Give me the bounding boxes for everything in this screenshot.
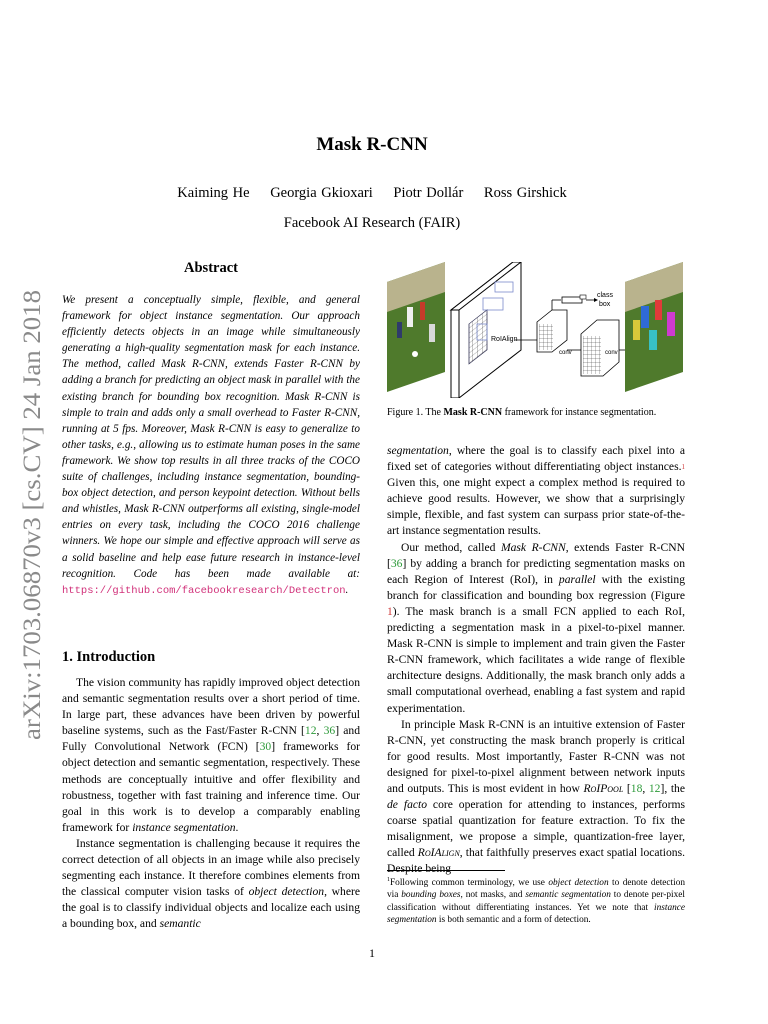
text-run: In principle Mask R-CNN is an intuitive extension of Faster R-CNN, yet constructing the mask branch properly is critical for good results. Most importantly, Faster R-CNN was not designed for pixel-to-pixel alignment between network inputs and outputs. This is most evident in how [387, 717, 685, 795]
text-run: Given this, one might expect a complex method is required to achieve good results. However, we show that a surprisingly simple, flexible, and fast system can surpass prior state-of-the-art instance segmentation results. [387, 476, 685, 538]
page-number: 1 [369, 946, 375, 960]
text-run: , [642, 781, 649, 795]
citation-link[interactable]: 18 [630, 781, 643, 795]
text-run: with the existing branch for classification and bounding box regression (Figure [387, 572, 685, 602]
author-name: Georgia Gkioxari [270, 185, 373, 201]
emphasis: object detection [248, 885, 325, 899]
citation-link[interactable]: 30 [259, 740, 272, 754]
input-image [387, 262, 445, 392]
text-run: , [316, 724, 324, 738]
citation-link[interactable]: 36 [390, 556, 403, 570]
text-run: framework for instance segmentation. [502, 407, 657, 418]
text-run: to denote detection via [387, 878, 685, 901]
text-run: ). The mask branch is a small FCN applied to each RoI, predicting a segmentation mask in a pixel-to-pixel manner. Mask R-CNN is simple to implement and train given the Faster R-CNN framework, which facilitates a wide range of flexible architecture designs. Additionally, the mask branch only adds a small computational overhead, enabling a fast system and rapid experimentation. [387, 604, 685, 715]
section-heading-introduction: 1. Introduction [62, 649, 156, 665]
conv-label: conv [559, 350, 572, 356]
emphasis: instance segmentation [387, 902, 685, 925]
conv-label: conv [605, 350, 618, 356]
text-run: , not masks, and [460, 890, 526, 901]
roialign-label: RoIAlign [491, 336, 518, 343]
abstract-period: . [345, 583, 349, 596]
paragraph [387, 443, 685, 540]
code-link[interactable]: https://github.com/facebookresearch/Detectron [62, 584, 346, 597]
emphasis: RoIPool [583, 781, 624, 795]
arxiv-side-stamp [10, 280, 50, 750]
text-run: , that faithfully preserves exact spatial locations. Despite being [387, 846, 685, 876]
text-run: ] frameworks for object detection and semantic segmentation, respectively. These methods are conceptually intuitive and offer flexibility and robustness, together with fast training and inference time. Our goal in this work is to develop a comparably enabling framework for [62, 740, 361, 834]
text-run: Figure 1. The [387, 407, 444, 418]
text-run: ], the [660, 781, 686, 795]
emphasis: RoIAlign [417, 846, 460, 860]
text-run: to denote per-pixel classification without differentiating instances. Yet we note that [387, 890, 685, 913]
arxiv-stamp-text: arXiv:1703.06870v3 [cs.CV] 24 Jan 2018 [19, 320, 46, 740]
citation-link[interactable]: 12 [648, 781, 661, 795]
citation-link[interactable]: 12 [304, 724, 317, 738]
text-run: core operation for attending to instances, performs coarse spatial quantization for feature extraction. To fix the misalignment, we propose a simple, quantization-free layer, called [387, 798, 685, 860]
abstract-heading: Abstract [184, 260, 238, 276]
figure-ref-link[interactable]: 1 [387, 604, 393, 618]
text-run: [ [623, 781, 631, 795]
author-list [0, 185, 744, 202]
text-run: , where the goal is to classify individual objects and localize each using a bounding box, and [62, 885, 360, 931]
text-run: Instance segmentation is challenging because it requires the correct detection of all objects in an image while also precisely segmenting each instance. It therefore combines elements from the classical computer vision tasks of [62, 836, 360, 899]
emphasis: parallel [558, 572, 596, 586]
paragraph [387, 717, 685, 878]
text-run: The vision community has rapidly improved object detection and semantic segmentation results over a short period of time. In large part, these advances have been driven by powerful baseline systems, such as the Fast/Faster R-CNN [ [62, 676, 360, 738]
text-run: . [235, 820, 239, 834]
class-label: class [597, 292, 613, 299]
text-run: is both semantic and a form of detection. [436, 914, 591, 925]
text-run: ] by adding a branch for predicting segmentation masks on each Region of Interest (RoI), in [387, 556, 685, 586]
author-name: Ross Girshick [483, 185, 567, 201]
paragraph [62, 675, 360, 836]
citation-link[interactable]: 36 [323, 724, 336, 738]
introduction-text [62, 675, 360, 933]
emphasis: Mask R-CNN [500, 540, 566, 554]
output-image [625, 262, 683, 392]
emphasis: segmentation [387, 444, 449, 457]
figure-1-diagram [387, 262, 683, 398]
paper-title: Mask R-CNN [316, 134, 428, 155]
abstract-text [62, 292, 360, 599]
emphasis: instance segmentation [132, 820, 236, 834]
author-name: Kaiming He [177, 185, 250, 201]
text-run: Our method, called [401, 540, 501, 554]
emphasis-bold: Mask R-CNN [443, 407, 503, 418]
footnote-mark: 1 [387, 877, 390, 883]
paragraph [62, 836, 360, 933]
emphasis: de facto [387, 798, 428, 812]
text-run: , where the goal is to classify each pixel into a fixed set of categories without differentiating object instances. [387, 444, 685, 474]
footnote [387, 874, 685, 926]
text-run: ] and Fully Convolutional Network (FCN) [ [62, 724, 361, 754]
fc-layer-box [562, 297, 582, 303]
footnote-ref[interactable]: 1 [681, 463, 685, 472]
right-column-text [387, 443, 685, 878]
emphasis: semantic segmentation [525, 890, 611, 901]
mask-head-feature [581, 320, 619, 376]
author-name: Piotr Dollár [393, 185, 464, 201]
affiliation: Facebook AI Research (FAIR) [283, 215, 461, 231]
roi-feature [537, 310, 567, 352]
text-run: , extends Faster R-CNN [ [387, 540, 686, 570]
footnote-divider [387, 870, 505, 871]
abstract-body: We present a conceptually simple, flexible, and general framework for object instance segmentation. Our approach efficiently detects objects in an image while simultaneously generating a high-quality segmentation mask for each instance. The method, called Mask R-CNN, extends Faster R-CNN by adding a branch for predicting an object mask in parallel with the existing branch for bounding box recognition. Mask R-CNN is simple to train and adds only a small overhead to Faster R-CNN, running at 5 fps. Moreover, Mask R-CNN is easy to generalize to other tasks, e.g., allowing us to estimate human poses in the same framework. We show top results in all three tracks of the COCO suite of challenges, including instance segmentation, bounding-box object detection, and person keypoint detection. Without bells and whistles, Mask R-CNN outperforms all existing, single-model entries on every task, including the COCO 2016 challenge winners. We hope our simple and effective approach will serve as a solid baseline and help ease future research in instance-level recognition. Code has been made available at: [62, 294, 360, 580]
emphasis: semantic [159, 917, 201, 931]
feature-map [451, 262, 521, 398]
emphasis: object detection [548, 878, 609, 889]
box-label: box [599, 301, 611, 308]
emphasis: bounding boxes [401, 890, 461, 901]
figure-1-caption [387, 406, 685, 419]
text-run: Following common terminology, we use [390, 878, 549, 889]
paragraph [387, 540, 685, 717]
